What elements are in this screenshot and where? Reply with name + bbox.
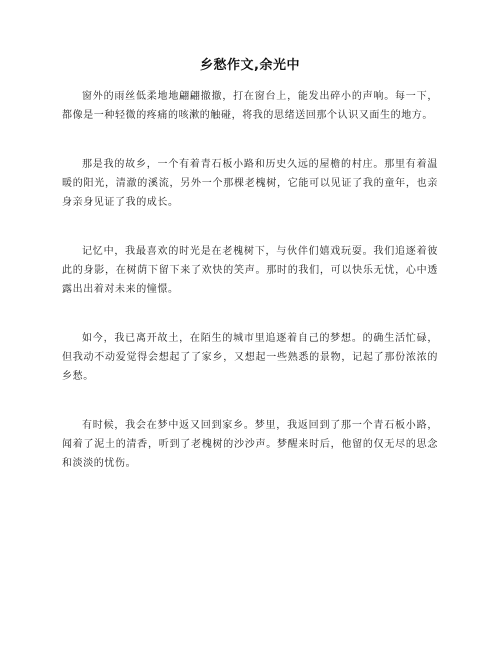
paragraph-3: 记忆中，我最喜欢的时光是在老槐树下，与伙伴们嬉戏玩耍。我们追逐着彼此的身影，在树荫下留下来了欢快的笑声。那时的我们，可以快乐无忧，心中透露出出着对未来的憧憬。 bbox=[62, 246, 438, 295]
document-title: 乡愁作文,余光中 bbox=[200, 58, 300, 73]
paragraph-5: 有时候，我会在梦中返又回到家乡。梦里，我返回到了那一个青石板小路，闻着了泥土的清香，听到了老槐树的沙沙声。梦醒来时后，他留的仅无尽的思念和淡淡的忧伤。 bbox=[62, 420, 438, 469]
paragraph-4: 如今，我已离开故土，在陌生的城市里追逐着自己的梦想。的确生活忙碌，但我动不动爱觉得会想起了了家乡，又想起一些熟悉的景物，记起了那份浓浓的乡愁。 bbox=[62, 333, 438, 382]
document-page bbox=[62, 54, 438, 503]
paragraph-2: 那是我的故乡，一个有着青石板小路和历史久远的屋檐的村庄。那里有着温暖的阳光，清澈的溪流，另外一个那棵老槐树，它能可以见证了我的童年，也亲身亲身见证了我的成长。 bbox=[62, 159, 438, 208]
paragraph-1: 窗外的雨丝低柔地地翩翩撤撤，打在窗台上，能发出碎小的声响。每一下，都像是一种轻微的疼痛的咳漱的触碰，将我的思绪送回那个认识又面生的地方。 bbox=[62, 91, 438, 121]
